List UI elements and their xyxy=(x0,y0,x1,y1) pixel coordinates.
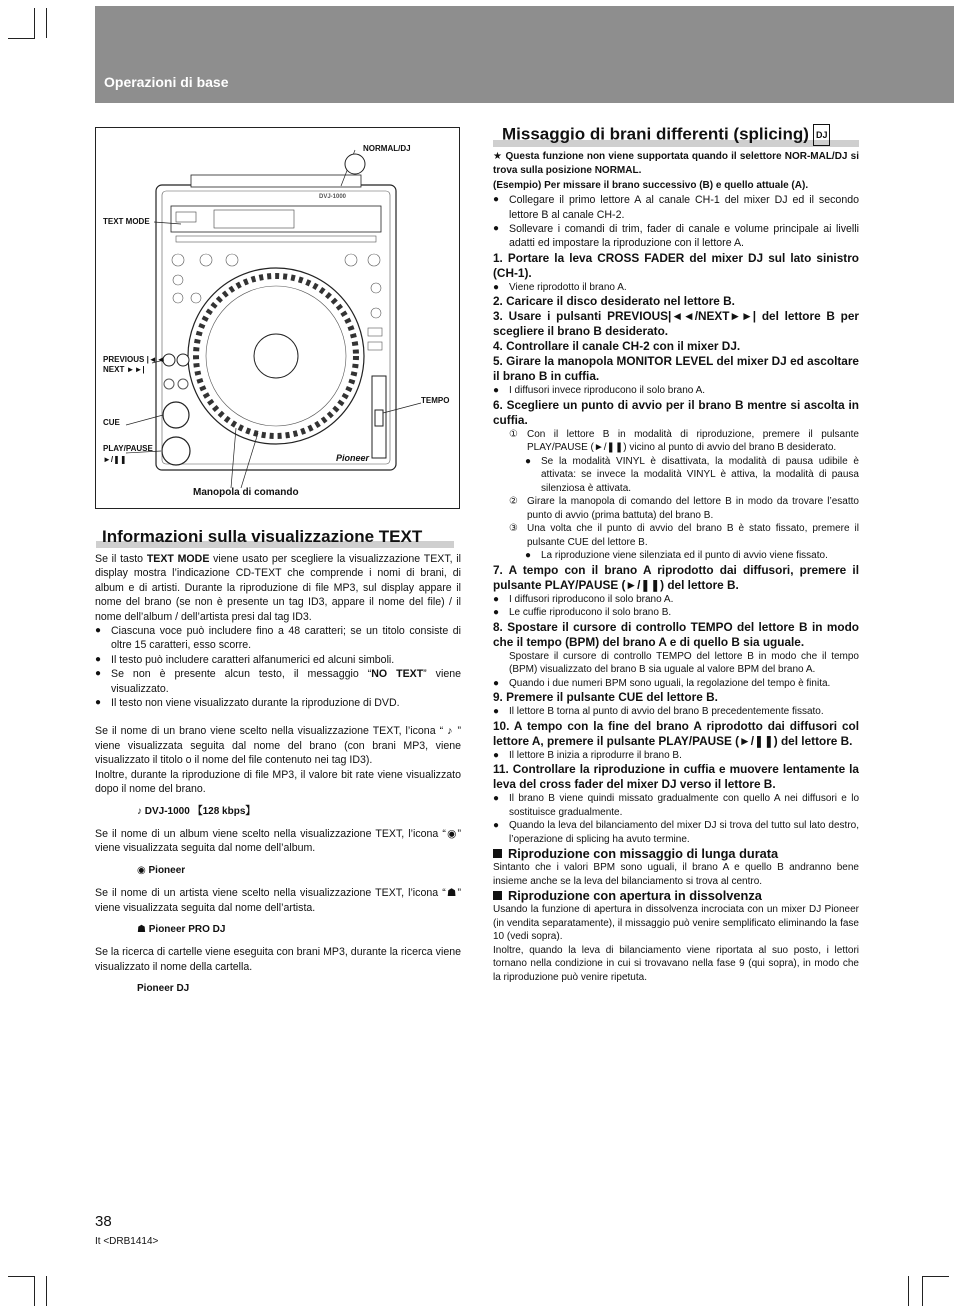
list-item: ● I diffusori invece riproducono il solo brano A. xyxy=(493,384,859,398)
splice-section-title xyxy=(502,124,860,146)
paragraph: Se il nome di un artista viene scelto nella visualizzazione TEXT, l’icona “☗” viene visualizzata seguita dal nome dell’artista. xyxy=(95,887,461,914)
substep-text: Una volta che il punto di avvio del brano B è stato fissato, premere il pulsante CUE del lettore B. xyxy=(527,523,859,548)
step-11: 11. Controllare la riproduzione in cuffia e muovere lentamente la leva del cross fader del mixer DJ verso il lettore B. xyxy=(493,762,859,792)
callout-text-mode: TEXT MODE xyxy=(103,217,150,226)
paragraph: Inoltre, quando la leva di bilanciamento viene riportata al suo posto, i lettori tornano nella condizione in cui si trovavano nella fase 9 (qui sopra), in modo che la riproduzione può venire ripetuta. xyxy=(493,944,859,983)
step-5: 5. Girare la manopola MONITOR LEVEL del mixer DJ ed ascoltare il brano B in cuffia. xyxy=(493,354,859,384)
crop-mark xyxy=(8,1276,35,1277)
step-8: 8. Spostare il cursore di controllo TEMPO del lettore B in modo che il tempo (BPM) del brano A e di quello B sia uguale. xyxy=(493,619,859,649)
text-section-title-text: Informazioni sulla visualizzazione TEXT xyxy=(102,527,423,546)
list-item: ● Sollevare i comandi di trim, fader di canale e volume principale ai livelli adatti ed impostare la riproduzione con il lettore A. xyxy=(493,222,859,251)
crop-mark xyxy=(922,1276,923,1306)
crop-mark xyxy=(46,8,47,38)
callout-tempo: TEMPO xyxy=(421,396,450,405)
no-text-a: Se non è presente alcun testo, il messaggio “ xyxy=(111,668,372,681)
paragraph: Inoltre, durante la riproduzione di file MP3, il valore bit rate viene visualizzato dopo il nome del brano. xyxy=(95,768,461,796)
subheading-long-mix xyxy=(493,846,859,861)
callout-previous: PREVIOUS |◄◄ xyxy=(103,355,165,364)
brand-logo: Pioneer xyxy=(336,453,370,463)
step-10: 10. A tempo con la fine del brano A riprodotto dai diffusori col lettore A, premere il pulsante PLAY/PAUSE (►/❚❚) del lettore B. xyxy=(493,718,859,748)
list-item xyxy=(95,667,461,696)
crop-mark xyxy=(8,38,35,39)
splice-section-title-text: Missaggio di brani differenti (splicing) xyxy=(502,124,809,144)
callout-play-pause-symbol: ►/❚❚ xyxy=(103,455,127,464)
display-example-track: ♪ DVJ-1000 【128 kbps】 xyxy=(137,805,256,817)
device-figure xyxy=(95,127,460,509)
step-9: 9. Premere il pulsante CUE del lettore B. xyxy=(493,690,718,705)
paragraph: Usando la funzione di apertura in dissolvenza incrociata con un mixer DJ Pioneer (in vendita separatamente), il missaggio può venire semplificato eliminando la fase 10 (vedi sopra). xyxy=(493,904,859,943)
subheading-fade-in xyxy=(493,888,859,903)
callout-normal-dj: NORMAL/DJ xyxy=(363,144,411,153)
callout-next: NEXT ►►| xyxy=(103,365,145,374)
list-item: ● Il testo può includere caratteri alfanumerici ed alcuni simboli. xyxy=(95,653,461,667)
note-star: ★ Questa funzione non viene supportata quando il selettore NOR-MAL/DJ si trova sulla posizione NORMAL. xyxy=(493,151,859,177)
crop-mark xyxy=(34,1276,35,1306)
crop-mark xyxy=(908,1276,909,1306)
display-example-folder: Pioneer DJ xyxy=(137,983,190,995)
callout-jog-dial: Manopola di comando xyxy=(193,487,299,498)
list-item: ● Se la modalità VINYL è disattivata, la modalità di pausa udibile è attivata: se invece la modalità VINYL è attiva, la modalità di pausa silenziosa è attivata. xyxy=(493,455,859,496)
list-item: ● Quando la leva del bilanciamento del mixer DJ si trova del tutto sul lato destro, l’operazione di splicing ha avuto termine. xyxy=(493,819,859,846)
text-intro-c: viene usato per scegliere la visualizzazione TEXT, il display mostra l’indicazione CD-TEXT che comprende i nomi di brani, di album e di artisti. Durante la riproduzione di file MP3, sul display appare il nome del brano (se non è presente un tag ID3, appare il nome del file) / il nome dell’album / dell’artista presi dal tag ID3. xyxy=(95,553,461,623)
no-text-c: ” viene visualizzato. xyxy=(111,668,461,695)
display-example-album: ◉ Pioneer xyxy=(137,864,186,876)
page-number: 38 xyxy=(95,1213,112,1230)
list-item: ● Il testo non viene visualizzato durante la riproduzione di DVD. xyxy=(95,696,461,710)
circled-number: ① xyxy=(509,428,518,440)
list-item: ● Il lettore B inizia a riprodurre il brano B. xyxy=(493,749,859,763)
circled-number: ② xyxy=(509,496,518,508)
list-item: ● La riproduzione viene silenziata ed il punto di avvio viene fissato. xyxy=(493,549,859,563)
document-code: It <DRB1414> xyxy=(95,1236,159,1247)
substep-text: Girare la manopola di comando del lettore B in modo da trovare l’esatto punto di avvio (prima battuta) del brano B. xyxy=(527,496,859,521)
crop-mark xyxy=(46,1276,47,1306)
example-line: (Esempio) Per missare il brano successivo (B) e quello attuale (A). xyxy=(493,179,809,191)
dj-badge: DJ xyxy=(813,124,831,146)
display-example-artist: ☗ Pioneer PRO DJ xyxy=(137,923,226,935)
list-item: ● Ciascuna voce può includere fino a 48 caratteri; se un titolo consiste di oltre 15 caratteri, esso scorre. xyxy=(95,624,461,653)
text-section-title xyxy=(102,527,460,547)
substep xyxy=(493,428,859,455)
text-intro-a: Se il tasto xyxy=(95,553,147,565)
text-section-body xyxy=(95,552,461,1005)
paragraph: Se il nome di un album viene scelto nella visualizzazione TEXT, l’icona “◉” viene visualizzata seguita dal nome dell’album. xyxy=(95,827,461,855)
list-item: ● Le cuffie riproducono il solo brano B. xyxy=(493,606,859,620)
list-item: ● Il lettore B torna al punto di avvio del brano B precedentemente fissato. xyxy=(493,705,859,719)
callout-play-pause: PLAY/PAUSE xyxy=(103,444,153,453)
paragraph: Se il nome di un brano viene scelto nella visualizzazione TEXT, l’icona “ ♪ ” viene visualizzata seguita dal nome del brano (con brani MP3, viene visualizzato il titolo o il nome del file contenuto nei tag ID3). xyxy=(95,725,461,767)
step-4: 4. Controllare il canale CH-2 con il mixer DJ. xyxy=(493,339,741,354)
list-item: ● I diffusori riproducono il solo brano A. xyxy=(493,593,859,607)
substep-text: Con il lettore B in modalità di riproduzione, premere il pulsante PLAY/PAUSE (►/❚❚) vicino al punto di avvio del brano B desiderato. xyxy=(527,428,859,454)
step-1: 1. Portare la leva CROSS FADER del mixer DJ sul lato sinistro (CH-1). xyxy=(493,250,859,280)
substep xyxy=(493,522,859,549)
callout-cue: CUE xyxy=(103,418,120,427)
substep xyxy=(493,495,859,522)
text-intro xyxy=(95,552,461,624)
list-item: ● Viene riprodotto il brano A. xyxy=(493,281,859,295)
splice-section-body xyxy=(493,150,859,984)
paragraph: Se la ricerca di cartelle viene eseguita con brani MP3, durante la ricerca viene visualizzato il nome della cartella. xyxy=(95,946,461,973)
crop-mark xyxy=(34,8,35,38)
model-label: DVJ-1000 xyxy=(319,194,347,200)
circled-number: ③ xyxy=(509,523,518,535)
crop-mark xyxy=(922,1276,949,1277)
subheading-text: Riproduzione con apertura in dissolvenza xyxy=(508,888,762,904)
section-label: Operazioni di base xyxy=(104,74,229,90)
list-item: ● Il brano B viene quindi missato gradualmente con quello A nei diffusori e lo sostituisce gradualmente. xyxy=(493,792,859,819)
step-6: 6. Scegliere un punto di avvio per il brano B mentre si ascolta in cuffia. xyxy=(493,397,859,427)
paragraph: Spostare il cursore di controllo TEMPO del lettore B in modo che il tempo (BPM) visualizzato del brano B sia uguale al valore BPM del brano A. xyxy=(509,650,859,676)
subheading-text: Riproduzione con missaggio di lunga durata xyxy=(508,846,779,862)
list-item: ● Quando i due numeri BPM sono uguali, la regolazione del tempo è finita. xyxy=(493,677,859,691)
step-2: 2. Caricare il disco desiderato nel lettore B. xyxy=(493,294,735,309)
step-7: 7. A tempo con il brano A riprodotto dai diffusori, premere il pulsante PLAY/PAUSE (►/❚❚) del lettore B. xyxy=(493,562,859,592)
list-item: ● Collegare il primo lettore A al canale CH-1 del mixer DJ ed il secondo lettore B al canale CH-2. xyxy=(493,193,859,222)
text-mode-term: TEXT MODE xyxy=(146,553,210,565)
step-3: 3. Usare i pulsanti PREVIOUS|◄◄/NEXT►►| del lettore B per scegliere il brano B desiderato. xyxy=(493,309,859,339)
paragraph: Sintanto che i valori BPM sono uguali, il brano A e quello B andranno bene insieme anche se la leva del bilanciamento si trova al centro. xyxy=(493,862,859,887)
no-text-term: NO TEXT xyxy=(371,668,424,681)
